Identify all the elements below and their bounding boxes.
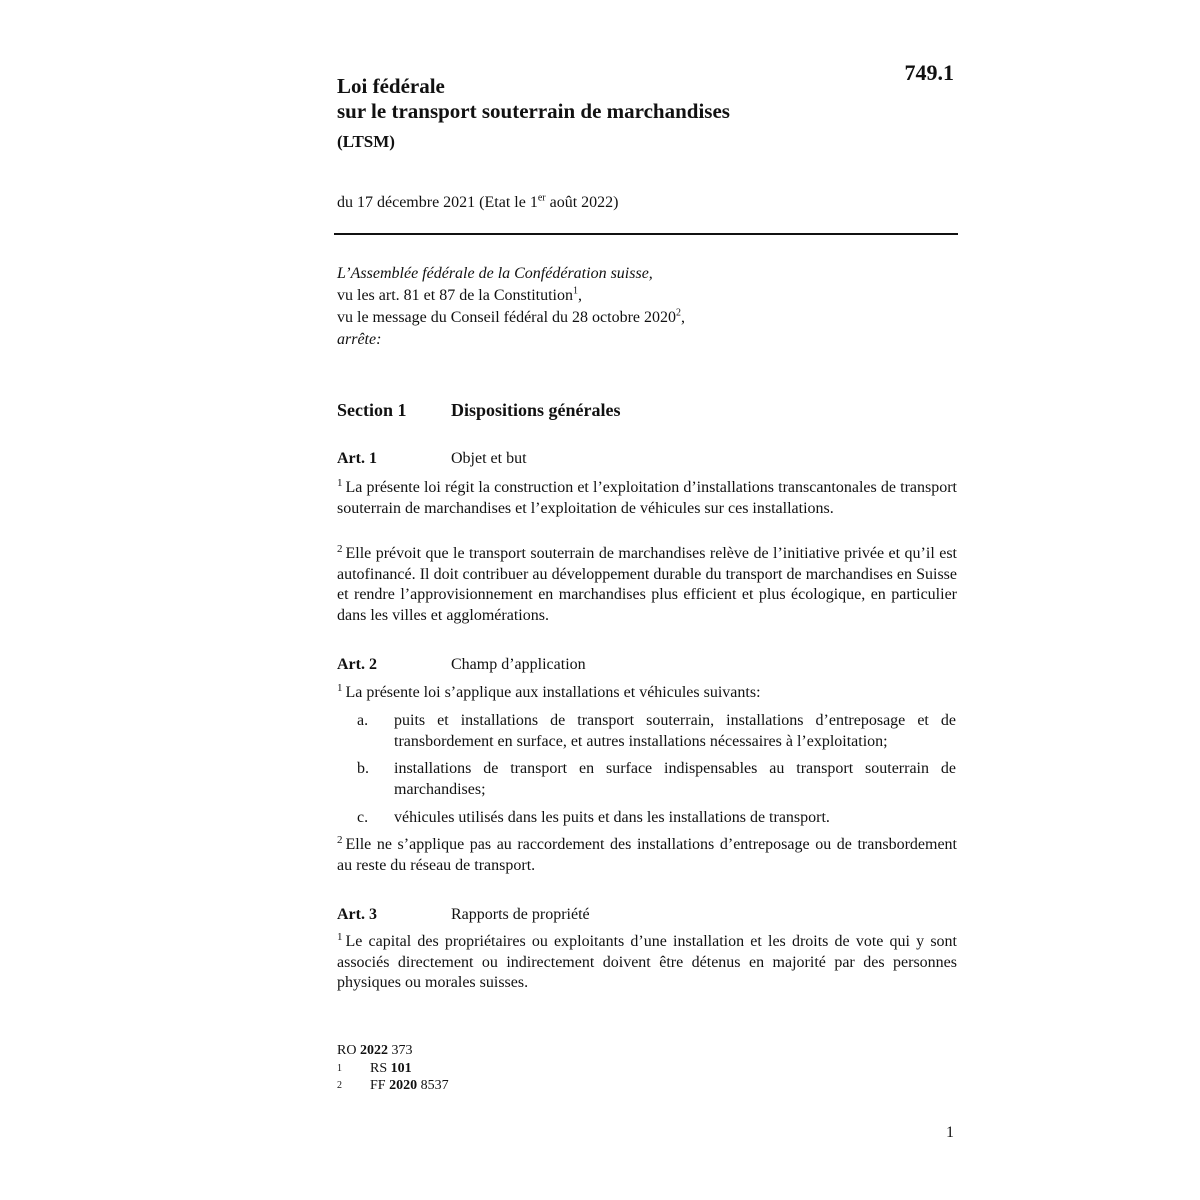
article-3-number: Art. 3 xyxy=(337,906,377,923)
preamble-decree: arrête: xyxy=(337,331,382,348)
article-2-heading xyxy=(337,654,957,676)
ro-reference xyxy=(337,1042,737,1060)
page-number: 1 xyxy=(946,1124,954,1141)
footnote-bold: 101 xyxy=(390,1060,412,1076)
ro-year: 2022 xyxy=(359,1043,388,1058)
ro-prefix: RO xyxy=(337,1043,360,1058)
list-text: véhicules utilisés dans les puits et dans les installations de transport. xyxy=(394,809,830,826)
list-text: installations de transport en surface indispensables au transport souterrain de marchandises; xyxy=(394,760,956,798)
list-letter: c. xyxy=(357,809,369,826)
title-abbreviation: (LTSM) xyxy=(337,132,395,151)
footnote-ref-1[interactable]: 1 xyxy=(572,285,578,297)
list-letter: b. xyxy=(357,760,369,777)
paragraph-number: 1 xyxy=(337,930,343,943)
article-1-paragraph-1 xyxy=(337,478,957,519)
section-number: Section 1 xyxy=(337,400,407,420)
section-title: Dispositions générales xyxy=(451,400,621,420)
horizontal-rule xyxy=(334,233,958,235)
date-line xyxy=(337,191,618,215)
article-1-heading xyxy=(337,448,957,470)
article-2-paragraph-1 xyxy=(337,683,957,704)
date-superscript: er xyxy=(537,192,546,204)
article-1-number: Art. 1 xyxy=(337,450,377,467)
rs-number: 749.1 xyxy=(904,60,954,85)
paragraph-number: 1 xyxy=(337,476,343,489)
footnote-2 xyxy=(337,1077,737,1095)
paragraph-text: La présente loi s’applique aux installations et véhicules suivants: xyxy=(345,684,761,701)
date-suffix: août 2022) xyxy=(545,194,619,211)
basis-2-end: , xyxy=(681,309,686,326)
article-3-heading xyxy=(337,904,957,926)
list-text: puits et installations de transport souterrain, installations d’entreposage et de transbordement en surface, et autres installations nécessaires à l’exploitation; xyxy=(394,712,956,750)
article-1-title: Objet et but xyxy=(451,450,527,467)
preamble-authority: L’Assemblée fédérale de la Confédération suisse, xyxy=(337,265,653,282)
preamble xyxy=(337,263,957,351)
article-2-number: Art. 2 xyxy=(337,656,377,673)
footnote-bold: 2020 xyxy=(389,1078,418,1093)
preamble-basis-1 xyxy=(337,285,957,307)
list-item-b xyxy=(357,759,957,801)
law-title xyxy=(337,74,877,154)
footnote-prefix: RS xyxy=(370,1060,391,1076)
article-3-paragraph-1 xyxy=(337,932,957,994)
list-letter: a. xyxy=(357,712,369,729)
date-prefix: du 17 décembre 2021 (Etat le 1 xyxy=(337,194,538,211)
paragraph-text: Elle prévoit que le transport souterrain de marchandises relève de l’initiative privée et qu’il est autofinancé. Il doit contribuer au développement durable du transport de marchandises en Suisse et rendre l’approvisionnement en marchandises plus efficient et plus écologique, en particulier dans les villes et agglomérations. xyxy=(337,545,957,624)
preamble-basis-2 xyxy=(337,307,957,329)
article-3-title: Rapports de propriété xyxy=(451,906,590,923)
article-2-title: Champ d’application xyxy=(451,656,586,673)
section-heading xyxy=(337,397,957,423)
footnote-number: 2 xyxy=(337,1080,342,1091)
list-item-c xyxy=(357,808,957,829)
footnote-prefix: FF xyxy=(370,1078,390,1093)
paragraph-text: Le capital des propriétaires ou exploitants d’une installation et les droits de vote qui y sont associés directement ou indirectement doivent être détenus en majorité par des personnes physiques ou morales suisses. xyxy=(337,933,957,991)
article-2-paragraph-2 xyxy=(337,835,957,876)
basis-1-end: , xyxy=(577,287,582,304)
list-item-a xyxy=(357,711,957,753)
footnote-suffix: 8537 xyxy=(417,1078,449,1093)
title-line-1: Loi fédérale xyxy=(337,74,445,98)
basis-2-text: vu le message du Conseil fédéral du 28 octobre 2020 xyxy=(337,309,677,326)
ro-page: 373 xyxy=(387,1043,413,1058)
paragraph-text: Elle ne s’applique pas au raccordement des installations d’entreposage ou de transbordement au reste du réseau de transport. xyxy=(337,836,957,874)
basis-1-text: vu les art. 81 et 87 de la Constitution xyxy=(337,287,573,304)
paragraph-text: La présente loi régit la construction et l’exploitation d’installations transcantonales de transport souterrain de marchandises et l’exploitation de véhicules sur ces installations. xyxy=(337,479,957,517)
article-1-paragraph-2 xyxy=(337,544,957,626)
footnote-ref-2[interactable]: 2 xyxy=(676,307,682,319)
paragraph-number: 2 xyxy=(337,542,343,555)
paragraph-number: 1 xyxy=(337,681,343,694)
footnote-1 xyxy=(337,1060,737,1078)
footnote-number: 1 xyxy=(337,1062,342,1074)
footnotes xyxy=(337,1042,737,1095)
title-line-2: sur le transport souterrain de marchandises xyxy=(337,99,730,123)
paragraph-number: 2 xyxy=(337,833,343,846)
